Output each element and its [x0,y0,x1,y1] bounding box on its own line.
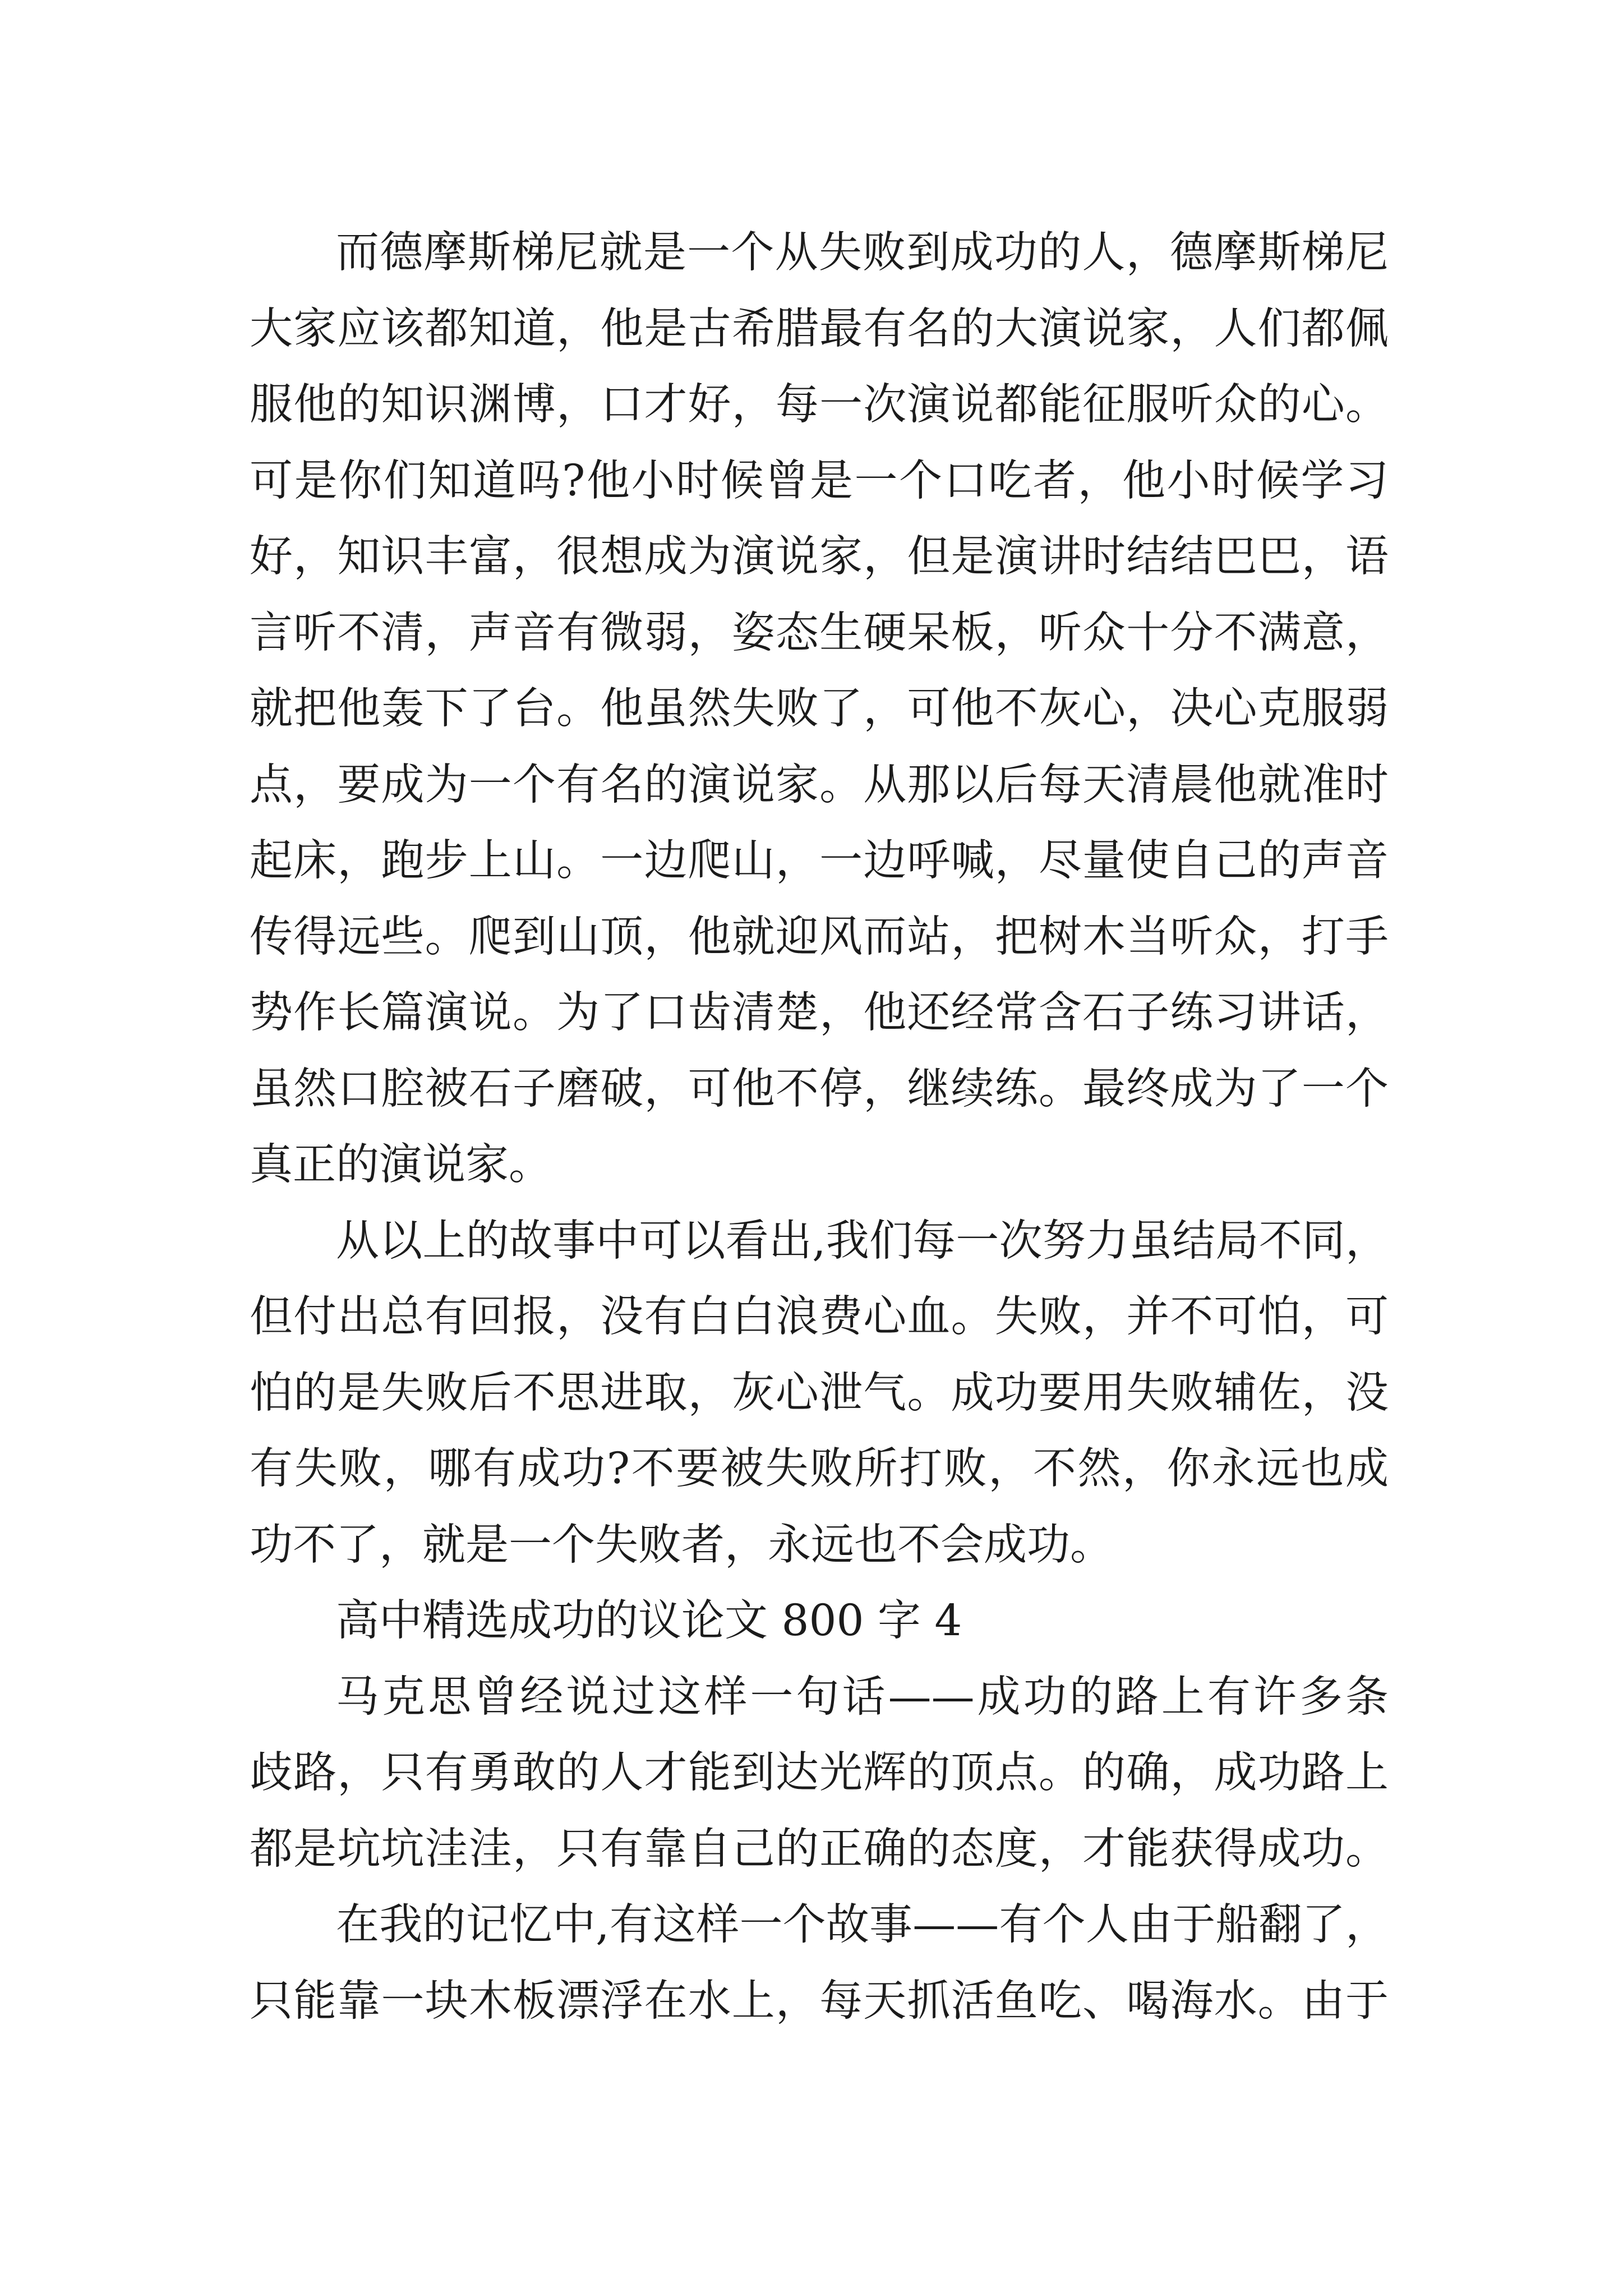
text-line: 真正的演说家。 [250,1140,552,1190]
text-line: 大家应该都知道，他是古希腊最有名的大演说家，人们都佩 [250,303,1389,354]
section-heading: 高中精选成功的议论文 800 字 4 [336,1596,962,1646]
text-line: 马克思曾经说过这样一句话——成功的路上有许多条 [336,1672,1389,1722]
text-line: 好，知识丰富，很想成为演说家，但是演讲时结结巴巴，语 [250,532,1389,582]
text-line: 就把他轰下了台。他虽然失败了，可他不灰心，决心克服弱 [250,684,1389,734]
text-line: 从以上的故事中可以看出,我们每一次努力虽结局不同， [336,1216,1389,1266]
text-line: 点，要成为一个有名的演说家。从那以后每天清晨他就准时 [250,760,1389,810]
paragraph [250,1887,1389,2039]
text-line: 可是你们知道吗?他小时候曾是一个口吃者，他小时候学习 [250,455,1389,506]
text-line: 但付出总有回报，没有白白浪费心血。失败，并不可怕，可 [250,1292,1389,1342]
text-line: 只能靠一块木板漂浮在水上，每天抓活鱼吃、喝海水。由于 [250,1976,1389,2026]
text-line: 起床，跑步上山。一边爬山，一边呼喊，尽量使自己的声音 [250,836,1389,886]
paragraph [250,1659,1389,1888]
text-line: 势作长篇演说。为了口齿清楚，他还经常含石子练习讲话， [250,988,1389,1038]
text-line: 在我的记忆中,有这样一个故事——有个人由于船翻了， [336,1900,1389,1950]
text-line: 歧路，只有勇敢的人才能到达光辉的顶点。的确，成功路上 [250,1748,1389,1798]
text-line: 言听不清，声音有微弱，姿态生硬呆板，听众十分不满意， [250,608,1389,658]
text-line: 传得远些。爬到山顶，他就迎风而站，把树木当听众，打手 [250,912,1389,962]
text-line: 怕的是失败后不思进取，灰心泄气。成功要用失败辅佐，没 [250,1368,1389,1418]
document-body [250,215,1389,2039]
text-line: 服他的知识渊博，口才好，每一次演说都能征服听众的心。 [250,380,1389,430]
paragraph [250,1203,1389,1584]
text-line: 虽然口腔被石子磨破，可他不停，继续练。最终成为了一个 [250,1064,1389,1114]
text-line: 功不了，就是一个失败者，永远也不会成功。 [250,1520,1113,1570]
text-line: 而德摩斯梯尼就是一个从失败到成功的人，德摩斯梯尼 [336,228,1389,278]
text-line: 都是坑坑洼洼，只有靠自己的正确的态度，才能获得成功。 [250,1824,1389,1874]
paragraph [250,215,1389,1203]
text-line: 有失败，哪有成功?不要被失败所打败，不然，你永远也成 [250,1444,1389,1494]
